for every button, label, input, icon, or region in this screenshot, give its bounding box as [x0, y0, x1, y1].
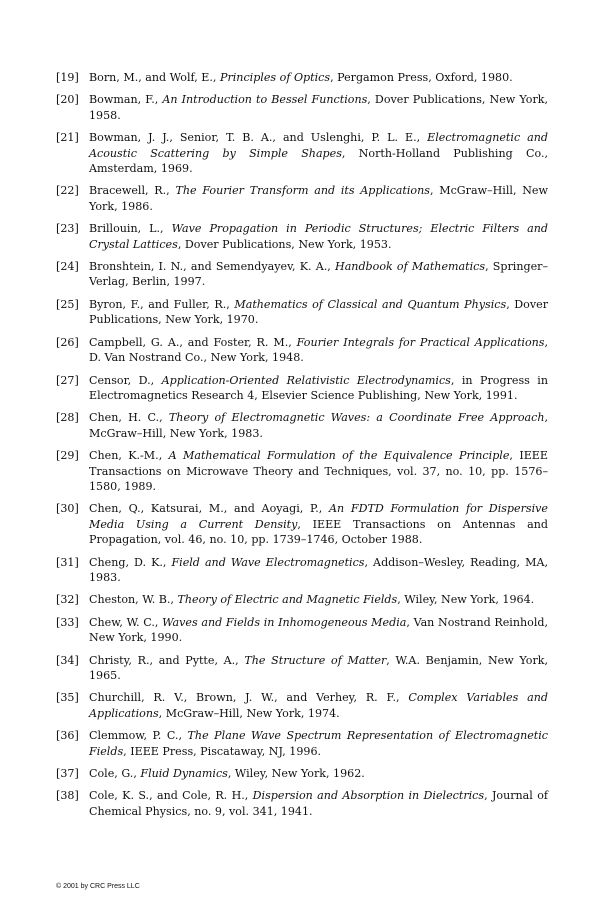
- reference-number: [31]: [56, 555, 79, 569]
- reference-text: [89, 788, 548, 819]
- reference-text: [89, 221, 548, 252]
- reference-title: An Introduction to Bessel Functions: [162, 93, 368, 107]
- reference-title: Electromagnetic and Acoustic Scattering by Simple Shapes: [89, 131, 548, 160]
- reference-title: Complex Variables and Applications: [89, 691, 548, 720]
- reference-authors: Chew, W. C.,: [89, 615, 163, 629]
- reference-number: [33]: [56, 615, 79, 629]
- reference-number: [32]: [56, 593, 79, 607]
- reference-title: The Plane Wave Spectrum Representation of Electromagnetic Fields: [89, 729, 548, 758]
- reference-authors: Cole, K. S., and Cole, R. H.,: [89, 789, 253, 803]
- reference-title: Wave Propagation in Periodic Structures; Electric Filters and Crystal Lattices: [89, 222, 548, 251]
- reference-item: [56, 130, 548, 176]
- reference-title: An FDTD Formulation for Dispersive Media Using a Current Density: [89, 502, 548, 531]
- reference-title: The Fourier Transform and its Applications: [175, 184, 430, 198]
- reference-publication: , North-Holland Publishing Co., Amsterdam, 1969.: [89, 146, 548, 176]
- reference-number: [34]: [56, 653, 79, 667]
- reference-number: [23]: [56, 222, 79, 236]
- reference-title: A Mathematical Formulation of the Equivalence Principle: [168, 449, 510, 463]
- reference-item: [56, 259, 548, 290]
- reference-item: [56, 766, 548, 781]
- reference-item: [56, 335, 548, 366]
- reference-item: [56, 728, 548, 759]
- reference-text: [89, 92, 548, 123]
- reference-publication: , McGraw–Hill, New York, 1986.: [89, 184, 548, 213]
- reference-text: [89, 335, 548, 366]
- reference-text: [89, 690, 548, 721]
- reference-text: [89, 448, 548, 494]
- reference-publication: , IEEE Transactions on Microwave Theory and Techniques, vol. 37, no. 10, pp. 1576–1580, 1989.: [89, 449, 548, 493]
- reference-text: [89, 183, 548, 214]
- reference-publication: , W.A. Benjamin, New York, 1965.: [89, 653, 548, 682]
- reference-publication: , Dover Publications, New York, 1958.: [89, 93, 548, 122]
- reference-number: [38]: [56, 789, 79, 803]
- reference-item: [56, 448, 548, 494]
- reference-authors: Bowman, J. J., Senior, T. B. A., and Uslenghi, P. L. E.,: [89, 131, 428, 145]
- reference-text: [89, 501, 548, 547]
- reference-authors: Born, M., and Wolf, E.,: [89, 71, 220, 84]
- reference-number: [36]: [56, 729, 79, 743]
- reference-number: [19]: [56, 71, 79, 84]
- reference-item: [56, 788, 548, 819]
- reference-publication: , Journal of Chemical Physics, no. 9, vol. 341, 1941.: [89, 789, 548, 818]
- reference-title: Waves and Fields in Inhomogeneous Media: [162, 615, 407, 629]
- reference-item: [56, 373, 548, 404]
- reference-publication: , D. Van Nostrand Co., New York, 1948.: [89, 335, 548, 365]
- reference-item: [56, 592, 548, 607]
- reference-title: Dispersion and Absorption in Dielectrics: [252, 789, 485, 803]
- reference-title: Theory of Electromagnetic Waves: a Coordinate Free Approach: [168, 411, 545, 425]
- reference-title: Handbook of Mathematics: [335, 260, 486, 274]
- reference-publication: , IEEE Press, Piscataway, NJ, 1996.: [123, 744, 322, 758]
- reference-authors: Brillouin, L.,: [89, 222, 172, 236]
- reference-authors: Chen, Q., Katsurai, M., and Aoyagi, P.,: [89, 502, 330, 516]
- reference-authors: Bronshtein, I. N., and Semendyayev, K. A.,: [89, 260, 336, 274]
- reference-number: [35]: [56, 691, 79, 705]
- reference-text: [89, 410, 548, 441]
- reference-authors: Bowman, F.,: [89, 93, 163, 107]
- reference-number: [29]: [56, 449, 79, 463]
- reference-title: The Structure of Matter: [244, 653, 387, 667]
- reference-item: [56, 70, 548, 85]
- reference-item: [56, 92, 548, 123]
- reference-text: [89, 766, 548, 781]
- reference-text: [89, 373, 548, 404]
- reference-item: [56, 615, 548, 646]
- reference-number: [30]: [56, 502, 79, 516]
- reference-text: [89, 592, 548, 607]
- reference-publication: , in Progress in Electromagnetics Research 4, Elsevier Science Publishing, New York, 1991.: [89, 373, 548, 402]
- reference-publication: , Van Nostrand Reinhold, New York, 1990.: [89, 615, 548, 645]
- reference-item: [56, 653, 548, 684]
- reference-authors: Churchill, R. V., Brown, J. W., and Verhey, R. F.,: [89, 691, 409, 705]
- reference-title: Field and Wave Electromagnetics: [171, 555, 365, 569]
- reference-title: Principles of Optics: [219, 71, 331, 84]
- reference-title: Mathematics of Classical and Quantum Physics: [234, 297, 507, 311]
- reference-publication: , Wiley, New York, 1964.: [397, 593, 535, 607]
- reference-authors: Byron, F., and Fuller, R.,: [89, 297, 235, 311]
- reference-title: Theory of Electric and Magnetic Fields: [177, 593, 398, 607]
- reference-publication: , IEEE Transactions on Antennas and Propagation, vol. 46, no. 10, pp. 1739–1746, October 1988.: [89, 517, 548, 547]
- reference-authors: Christy, R., and Pytte, A.,: [89, 653, 245, 667]
- reference-number: [37]: [56, 767, 79, 781]
- reference-text: [89, 555, 548, 586]
- reference-publication: , Addison–Wesley, Reading, MA, 1983.: [89, 555, 548, 584]
- reference-number: [21]: [56, 131, 79, 145]
- reference-number: [22]: [56, 184, 79, 198]
- reference-authors: Bracewell, R.,: [89, 184, 176, 198]
- reference-text: [89, 615, 548, 646]
- reference-authors: Clemmow, P. C.,: [89, 729, 188, 743]
- reference-authors: Cheston, W. B.,: [89, 593, 178, 607]
- reference-text: [89, 130, 548, 176]
- reference-number: [24]: [56, 260, 79, 274]
- reference-authors: Censor, D.,: [89, 373, 162, 387]
- reference-title: Application-Oriented Relativistic Electrodynamics: [161, 373, 451, 387]
- reference-authors: Chen, H. C.,: [89, 411, 169, 425]
- reference-title: Fluid Dynamics: [140, 767, 228, 781]
- reference-number: [26]: [56, 335, 79, 349]
- reference-authors: Chen, K.-M.,: [89, 449, 169, 463]
- reference-number: [20]: [56, 93, 79, 107]
- reference-authors: Cole, G.,: [89, 767, 141, 781]
- reference-item: [56, 690, 548, 721]
- reference-item: [56, 555, 548, 586]
- reference-text: [89, 70, 548, 85]
- reference-authors: Cheng, D. K.,: [89, 555, 172, 569]
- reference-item: [56, 410, 548, 441]
- reference-publication: , Dover Publications, New York, 1953.: [177, 237, 392, 251]
- reference-publication: , Wiley, New York, 1962.: [227, 767, 365, 781]
- reference-list: [56, 70, 548, 826]
- reference-text: [89, 653, 548, 684]
- reference-text: [89, 259, 548, 290]
- reference-number: [25]: [56, 297, 79, 311]
- reference-item: [56, 297, 548, 328]
- reference-item: [56, 183, 548, 214]
- reference-publication: , Pergamon Press, Oxford, 1980.: [330, 71, 513, 84]
- reference-item: [56, 501, 548, 547]
- reference-number: [27]: [56, 373, 79, 387]
- copyright-footer: © 2001 by CRC Press LLC: [56, 883, 140, 890]
- reference-number: [28]: [56, 411, 79, 425]
- reference-authors: Campbell, G. A., and Foster, R. M.,: [89, 335, 297, 349]
- reference-text: [89, 297, 548, 328]
- reference-item: [56, 221, 548, 252]
- reference-publication: , Dover Publications, New York, 1970.: [89, 297, 548, 327]
- reference-text: [89, 728, 548, 759]
- reference-publication: , McGraw–Hill, New York, 1974.: [158, 706, 340, 720]
- reference-publication: , Springer–Verlag, Berlin, 1997.: [89, 260, 548, 289]
- reference-publication: , McGraw–Hill, New York, 1983.: [89, 411, 549, 440]
- reference-title: Fourier Integrals for Practical Applications: [296, 335, 545, 349]
